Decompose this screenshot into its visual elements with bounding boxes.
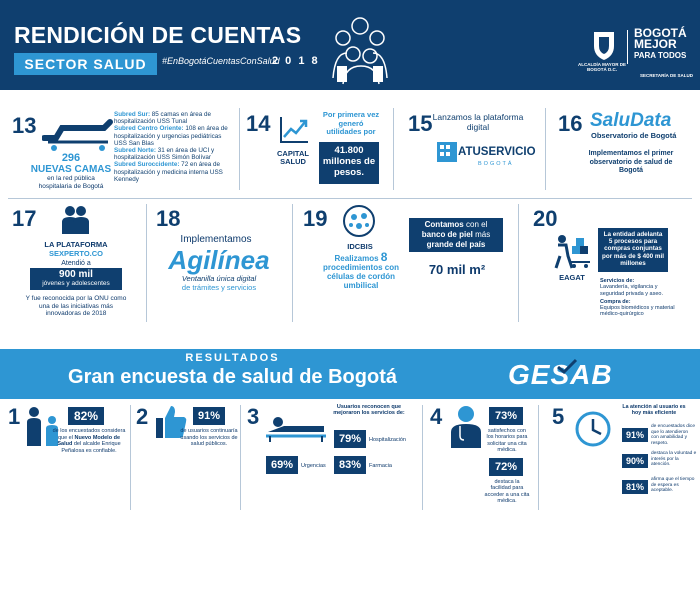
item-16-brand-sub: Observatorio de Bogotá [591, 131, 677, 140]
item-13-number: 13 [12, 113, 37, 138]
item-20-box: La entidad adelanta 5 procesos para compras conjuntas por más de $ 400 mil millones [598, 228, 668, 272]
gesab-logo: GESAB [508, 359, 613, 390]
item-15-number: 15 [408, 111, 433, 136]
patient-bed-icon [264, 414, 328, 444]
survey-1-pct: 82% [68, 407, 104, 425]
bogota-shield-icon [590, 28, 618, 62]
item-13-line [114, 111, 236, 125]
divider [239, 108, 240, 190]
item-16-brand: SaluData [590, 110, 672, 131]
hospital-bed-icon [42, 118, 114, 152]
alcaldia-label: ALCALDÍA MAYOR DE BOGOTÁ D.C. [578, 62, 626, 72]
survey-3-label: Farmacia [369, 463, 392, 469]
item-17-title: LA PLATAFORMA [44, 240, 108, 249]
results-title: Gran encuesta de salud de Bogotá [68, 366, 397, 388]
item-17-number: 17 [12, 206, 37, 231]
survey-1-text-a: de los encuestados considera que el [52, 428, 126, 441]
item-13-line-head: Subred Sur: [114, 111, 151, 118]
bogota-logo-line-3: PARA TODOS [634, 51, 687, 60]
item-20-services-head: Servicios de: [600, 278, 635, 284]
item-19-box [409, 218, 503, 252]
survey-5-head: La atención al usuario es hoy más eficiente [622, 404, 686, 417]
survey-2-number: 2 [136, 404, 149, 429]
survey-4-pct: 73% [489, 407, 523, 425]
survey-4-text: satisfechos con los horarios para solicitar una cita médica. [486, 428, 528, 453]
hashtag: #EnBogotáCuentasConSalud [162, 56, 280, 66]
people-illustration-icon [325, 8, 395, 86]
item-14-text: Por primera vez generó utilidades por [322, 110, 380, 136]
item-19-number: 19 [303, 206, 328, 231]
survey-3-pct: 69% [266, 456, 298, 474]
survey-3-label: Hospitalización [369, 437, 406, 443]
survey-1-number: 1 [8, 404, 21, 429]
page-subtitle: SECTOR SALUD [14, 53, 157, 75]
item-14-label: CAPITAL SALUD [277, 149, 309, 166]
item-13-line-text: 72 en área de hospitalización y medicina interna USS Kennedy [114, 161, 223, 183]
item-13-big-label: NUEVAS CAMAS [30, 164, 112, 175]
bogota-mejor-logo [634, 28, 700, 61]
item-18-text: Implementamos [180, 234, 252, 245]
survey-5-text: afirma que el tiempo de espera es aceptable. [651, 477, 695, 494]
survey-2-pct: 91% [193, 407, 225, 425]
item-17-text1: Atendió a [61, 260, 91, 267]
item-19-text-a: Realizamos [334, 254, 379, 263]
survey-1-text-b: Nuevo Modelo de Salud [57, 434, 121, 447]
survey-5-pct: 91% [622, 428, 648, 442]
item-13-summary [30, 153, 112, 190]
bogota-logo-line-2: MEJOR [634, 37, 677, 51]
survey-4-number: 4 [430, 404, 443, 429]
survey-5-number: 5 [552, 404, 565, 429]
survey-4-text: destaca la facilidad para acceder a una cita médica. [484, 479, 530, 504]
item-18-sub2: de trámites y servicios [181, 283, 257, 292]
clock-icon [574, 410, 612, 448]
year: 2 0 1 8 [272, 55, 320, 67]
survey-2-text: de usuarios continuaría usando los servicios de salud públicos. [180, 428, 238, 447]
item-19-box-c: banco de piel [421, 230, 473, 239]
item-19-box-d: más [472, 230, 491, 239]
survey-3-number: 3 [247, 404, 260, 429]
page-title: RENDICIÓN DE CUENTAS [14, 22, 302, 48]
item-16-number: 16 [558, 111, 583, 136]
item-20-buy: Equipos biomédicos y material médico-quirúrgico [600, 305, 675, 318]
survey-4-pct: 72% [489, 458, 523, 476]
divider [130, 405, 131, 510]
item-20-label: EAGAT [559, 273, 585, 282]
item-19-box-a: Contamos [424, 220, 464, 229]
item-17-value: 900 mil [59, 269, 93, 280]
warehouse-worker-icon [552, 234, 592, 270]
item-19-text [318, 250, 404, 290]
item-15-text: Lanzamos la plataforma digital [432, 112, 524, 132]
item-13-line-head: Subred Norte: [114, 147, 156, 155]
item-16-text: Implementamos el primer observatorio de salud de Bogotá [588, 150, 674, 174]
row-divider [8, 198, 692, 199]
item-17-value-sub: jóvenes y adolescentes [42, 280, 110, 287]
item-19-box-e: grande del país [426, 240, 486, 249]
survey-5-pct: 81% [622, 480, 648, 494]
item-18-sub1: Ventanilla única digital [181, 274, 257, 283]
item-17-site: SEXPERTO.CO [48, 249, 104, 258]
divider [422, 405, 423, 510]
item-19-text-c: procedimientos con células de cordón umbilical [322, 263, 399, 290]
building-icon [436, 138, 458, 162]
logo-divider [627, 30, 628, 64]
item-13-line-head: Subred Centro Oriente: [114, 125, 184, 133]
growth-chart-icon [278, 115, 310, 145]
survey-3-pct: 83% [334, 456, 366, 474]
divider [545, 108, 546, 190]
item-17-value-box [30, 268, 122, 290]
item-19-label: IDCBIS [347, 242, 373, 251]
item-13-line-text: 85 camas en área de hospitalización USS Tunal [114, 111, 211, 126]
item-13-line-text: 108 en área de hospitalización y urgencias pediátricas USS San Blas [114, 125, 228, 147]
survey-3-label: Urgencias [301, 463, 326, 469]
item-20-details [600, 278, 680, 318]
item-13-details [114, 111, 236, 183]
divider [518, 204, 519, 322]
divider [240, 405, 241, 510]
divider [393, 108, 394, 190]
young-people-icon [60, 204, 90, 236]
item-20-services: Lavandería, vigilancia y seguridad privada y aseo. [600, 284, 663, 297]
secretaria-label: SECRETARÍA DE SALUD [640, 73, 694, 78]
item-13-line-head: Subred Suroccidente: [114, 161, 180, 169]
item-17-text2: Y fue reconocida por la ONU como una de las iniciativas más innovadoras de 2018 [25, 295, 127, 317]
cells-icon [342, 204, 376, 238]
item-13-line [114, 161, 236, 183]
item-18-brand: Agilínea [168, 245, 270, 275]
survey-1-text [52, 428, 126, 454]
item-13-desc: en la red pública hospitalaria de Bogotá [38, 175, 104, 190]
item-14-value: 41.800 millones de pesos. [319, 142, 379, 184]
item-13-big: 296 [61, 152, 81, 164]
survey-3-head: Usuarios reconocen que mejoraron los servicios de: [333, 404, 405, 417]
item-18-number: 18 [156, 206, 181, 231]
bogota-logo-line-1: BOGOTÁ [634, 26, 687, 40]
item-13-line [114, 125, 236, 147]
divider [538, 405, 539, 510]
item-13-line-text: 31 en área de UCI y hospitalización USS Simón Bolívar [114, 147, 215, 162]
results-kicker: RESULTADOS [185, 352, 280, 364]
survey-5-text: destaca la voluntad e interés por la atención. [651, 451, 697, 468]
item-20-number: 20 [533, 206, 558, 231]
survey-5-text: de encuestados dice que lo atendieron con amabilidad y respeto. [651, 424, 696, 446]
survey-5-pct: 90% [622, 454, 648, 468]
item-14-number: 14 [246, 111, 271, 136]
survey-3-pct: 79% [334, 430, 366, 448]
divider [292, 204, 293, 322]
item-19-text-b: 8 [380, 250, 388, 264]
item-19-value: 70 mil m² [428, 262, 486, 277]
item-13-line [114, 147, 236, 161]
check-icon [556, 358, 578, 374]
doctor-icon [448, 404, 484, 448]
item-19-box-b: con el [463, 220, 488, 229]
divider [146, 204, 147, 322]
item-20-buy-head: Compra de: [600, 298, 631, 305]
survey-1-text-c: del alcalde Enrique Peñalosa es confiable. [61, 441, 121, 454]
item-15-brand-sub: BOGOTÁ [478, 161, 514, 167]
item-15-brand: ATUSERVICIO [458, 146, 536, 158]
